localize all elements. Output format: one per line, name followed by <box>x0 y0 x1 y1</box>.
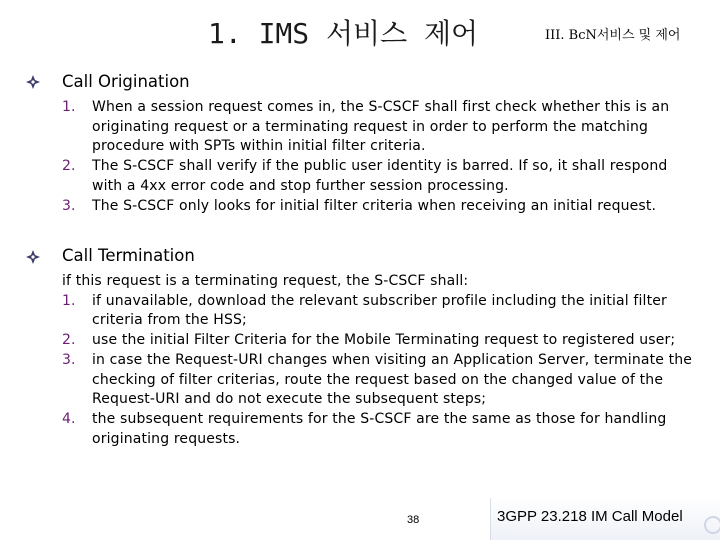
list-item <box>62 331 702 351</box>
origination-heading: Call Origination <box>62 72 190 91</box>
list-item <box>62 410 702 449</box>
item-number: 4. <box>62 410 76 427</box>
item-text: use the initial Filter Criteria for the Mobile Terminating request to registered user; <box>92 332 676 349</box>
termination-heading: Call Termination <box>62 246 195 265</box>
item-text: The S-CSCF shall verify if the public user identity is barred. If so, it shall respond with a 4xx error code and stop further session processing. <box>92 158 668 194</box>
list-item <box>62 98 702 157</box>
list-item <box>62 157 702 196</box>
item-text: if unavailable, download the relevant subscriber profile including the initial filter criteria from the HSS; <box>92 292 667 329</box>
section-label: III. BcN서비스 및 제어 <box>545 28 681 43</box>
page-title: 1. IMS 서비스 제어 <box>208 17 479 50</box>
item-text: The S-CSCF only looks for initial filter criteria when receiving an initial request. <box>92 197 657 214</box>
list-item <box>62 351 702 410</box>
item-number: 2. <box>62 158 76 175</box>
item-number: 3. <box>62 351 76 368</box>
item-number: 3. <box>62 197 76 214</box>
diamond-bullet-icon <box>26 250 40 264</box>
termination-intro: if this request is a terminating request, the S-CSCF shall: <box>62 273 469 289</box>
item-number: 1. <box>62 99 76 115</box>
item-text: in case the Request-URI changes when visiting an Application Server, terminate the checking of filter criterias, route the request based on the changed value of the Request-URI and do not execute the subsequent steps; <box>92 351 693 408</box>
footer-caption: 3GPP 23.218 IM Call Model <box>497 508 683 525</box>
footer-ornament-icon <box>704 516 720 534</box>
origination-list <box>62 98 702 216</box>
item-text: the subsequent requirements for the S-CSCF are the same as those for handling originating requests. <box>92 410 667 447</box>
page-number: 38 <box>407 514 420 526</box>
item-number: 1. <box>62 292 76 309</box>
termination-list <box>62 272 702 449</box>
item-text: When a session request comes in, the S-CSCF shall first check whether this is an originating request or a terminating request in order to perform the matching procedure with SPTs within initial filter criteria. <box>92 99 670 155</box>
list-item <box>62 292 702 331</box>
item-number: 2. <box>62 332 76 349</box>
list-item <box>62 197 702 217</box>
diamond-bullet-icon <box>26 75 40 89</box>
